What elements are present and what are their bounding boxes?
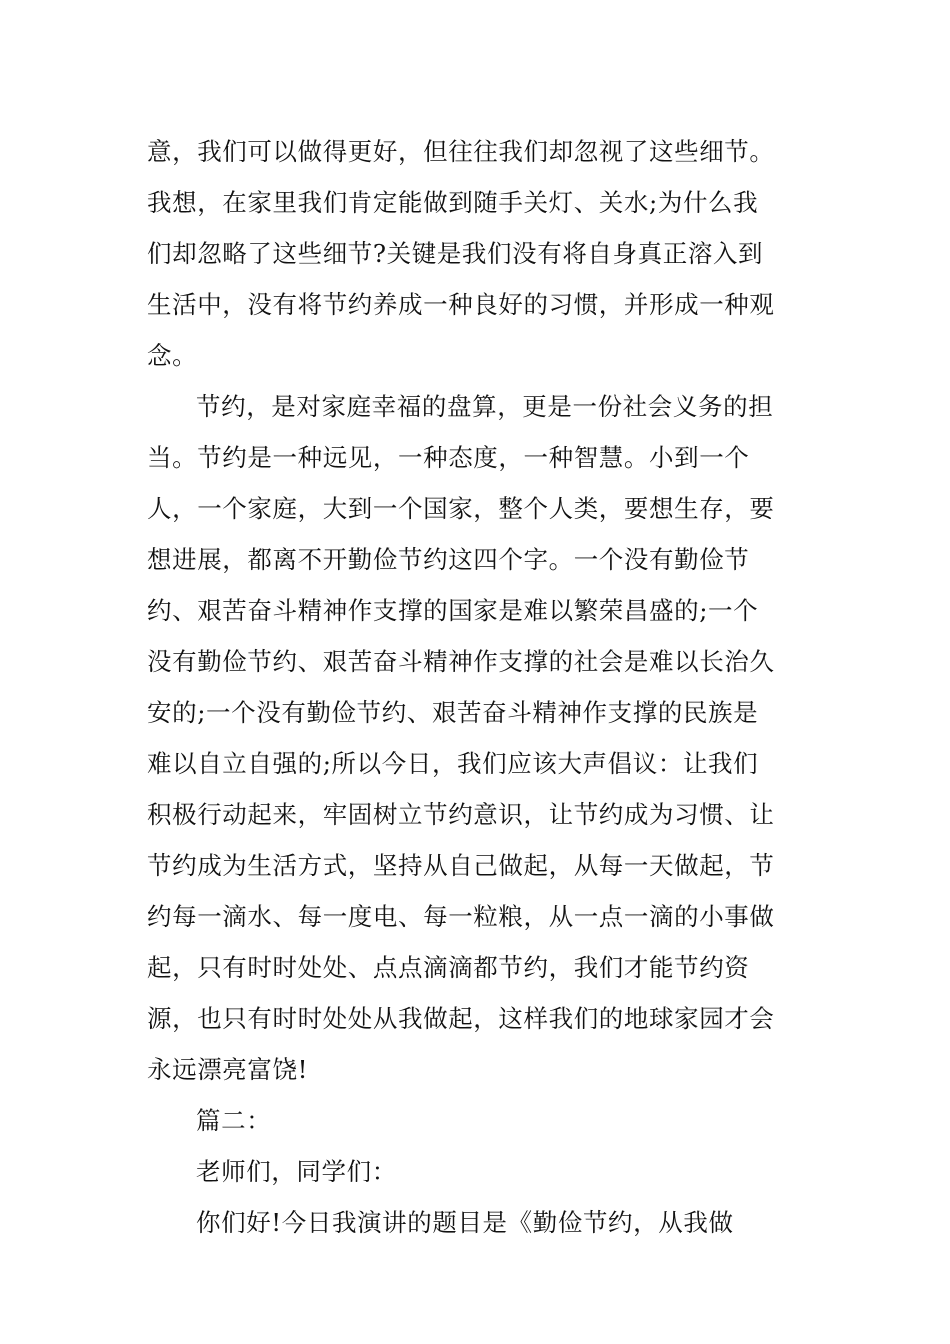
text-line: 生活中，没有将节约养成一种良好的习惯，并形成一种观 bbox=[147, 290, 775, 319]
text-line: 约、艰苦奋斗精神作支撑的国家是难以繁荣昌盛的;一个 bbox=[147, 596, 759, 625]
text-line: 没有勤俭节约、艰苦奋斗精神作支撑的社会是难以长治久 bbox=[147, 647, 775, 676]
text-line: 安的;一个没有勤俭节约、艰苦奋斗精神作支撑的民族是 bbox=[147, 698, 759, 727]
text-line: 想进展，都离不开勤俭节约这四个字。一个没有勤俭节 bbox=[147, 545, 750, 574]
text-line: 难以自立自强的;所以今日，我们应该大声倡议：让我们 bbox=[147, 749, 759, 778]
document-body bbox=[147, 126, 787, 1248]
text-line: 起，只有时时处处、点点滴滴都节约，我们才能节约资 bbox=[147, 953, 750, 982]
text-line: 人，一个家庭，大到一个国家，整个人类，要想生存，要 bbox=[147, 494, 775, 523]
paragraph-start-line: 节约，是对家庭幸福的盘算，更是一份社会义务的担 bbox=[196, 392, 774, 421]
text-line: 节约成为生活方式，坚持从自己做起，从每一天做起，节 bbox=[147, 851, 775, 880]
text-line: 们却忽略了这些细节?关键是我们没有将自身真正溶入到 bbox=[147, 239, 764, 268]
text-line: 积极行动起来，牢固树立节约意识，让节约成为习惯、让 bbox=[147, 800, 775, 829]
text-line: 意，我们可以做得更好，但往往我们却忽视了这些细节。 bbox=[147, 137, 775, 166]
text-line: 约每一滴水、每一度电、每一粒粮，从一点一滴的小事做 bbox=[147, 902, 775, 931]
paragraph-start-line: 你们好!今日我演讲的题目是《勤俭节约，从我做 bbox=[196, 1208, 734, 1237]
text-line: 永远漂亮富饶! bbox=[147, 1055, 309, 1084]
text-line: 念。 bbox=[147, 341, 198, 370]
text-line: 我想，在家里我们肯定能做到随手关灯、关水;为什么我 bbox=[147, 188, 759, 217]
section-heading: 篇二： bbox=[196, 1106, 272, 1135]
salutation-line: 老师们，同学们： bbox=[196, 1157, 397, 1186]
text-line: 源，也只有时时处处从我做起，这样我们的地球家园才会 bbox=[147, 1004, 775, 1033]
text-line: 当。节约是一种远见，一种态度，一种智慧。小到一个 bbox=[147, 443, 750, 472]
